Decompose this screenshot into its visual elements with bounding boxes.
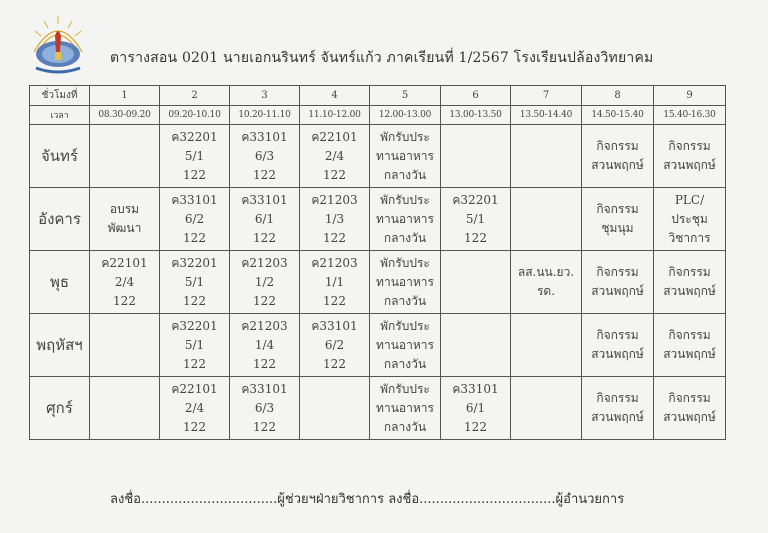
schedule-cell [582,314,654,377]
schedule-table [29,85,726,440]
cell-line: สวนพฤกษ์ [663,410,716,424]
cell-line: กิจกรรม [596,265,639,279]
schedule-cell [370,377,441,440]
cell-line: สวนพฤกษ์ [663,158,716,172]
cell-line: กิจกรรม [596,328,639,342]
schedule-cell [90,377,160,440]
schedule-cell [370,314,441,377]
schedule-cell [230,314,300,377]
cell-line: ค33101 [311,318,358,333]
schedule-cell [654,188,726,251]
period-number: 5 [370,86,441,106]
period-number: 7 [511,86,582,106]
cell-line: 5/1 [184,148,205,163]
cell-line: 122 [183,230,206,245]
period-time: 10.20-11.10 [230,106,300,125]
schedule-cell [230,188,300,251]
cell-line: ประชุม [671,211,708,226]
cell-line: ค21203 [311,255,358,270]
schedule-cell [160,188,230,251]
cell-line: ค21203 [241,255,288,270]
schedule-cell [582,251,654,314]
cell-line: 122 [253,293,276,308]
cell-line: PLC/ [674,192,705,207]
period-time: 08.30-09.20 [90,106,160,125]
schedule-cell [441,125,511,188]
day-row [30,377,726,440]
cell-line: 6/1 [465,400,486,415]
cell-line: ทานอาหาร [376,274,434,289]
schedule-cell [511,188,582,251]
cell-line: 122 [323,230,346,245]
cell-line: สวนพฤกษ์ [591,410,644,424]
schedule-cell [300,125,370,188]
cell-line: 1/2 [254,274,275,289]
time-header-row [30,106,726,125]
period-number: 6 [441,86,511,106]
cell-line: พักรับประ [380,318,430,333]
schedule-cell [511,251,582,314]
cell-line: กิจกรรม [668,328,711,342]
cell-line: 2/4 [324,148,345,163]
schedule-cell [582,188,654,251]
schedule-cell [90,125,160,188]
cell-line: 122 [323,356,346,371]
cell-line: 122 [253,167,276,182]
cell-line: 122 [183,419,206,434]
day-row [30,188,726,251]
schedule-cell [441,377,511,440]
cell-line: 122 [183,167,206,182]
cell-line: กิจกรรม [596,139,639,153]
schedule-cell [300,377,370,440]
period-number: 4 [300,86,370,106]
schedule-cell [441,188,511,251]
cell-line: 6/1 [254,211,275,226]
cell-line: 1/4 [254,337,275,352]
cell-line: กลางวัน [383,167,427,182]
cell-line: ลส.นน.ยว. [517,265,575,279]
page-title: ตารางสอน 0201 นายเอกนรินทร์ จันทร์แก้ว ภาคเรียนที่ 1/2567 โรงเรียนปล้องวิทยาคม [110,50,654,66]
day-row [30,125,726,188]
cell-line: 122 [113,293,136,308]
cell-line: 122 [464,230,487,245]
day-name: พฤหัสฯ [30,314,90,377]
schedule-cell [582,125,654,188]
cell-line: กิจกรรม [668,391,711,405]
cell-line: ค32201 [171,318,218,333]
cell-line: ค33101 [241,129,288,144]
cell-line: 2/4 [114,274,135,289]
schedule-cell [654,251,726,314]
day-name: จันทร์ [30,125,90,188]
cell-line: สวนพฤกษ์ [663,347,716,361]
cell-line: 122 [253,230,276,245]
schedule-cell [654,314,726,377]
period-number: 3 [230,86,300,106]
period-time: 11.10-12.00 [300,106,370,125]
schedule-cell [511,314,582,377]
cell-line: ค32201 [171,255,218,270]
cell-line: ค22101 [171,381,218,396]
cell-line: กิจกรรม [596,202,639,216]
cell-line: พักรับประ [380,381,430,396]
cell-line: ค21203 [241,318,288,333]
cell-line: 122 [323,167,346,182]
cell-line: 122 [464,419,487,434]
schedule-cell [230,125,300,188]
cell-line: อบรม [109,202,140,216]
cell-line: กิจกรรม [668,139,711,153]
schedule-cell [441,251,511,314]
cell-line: ค22101 [311,129,358,144]
cell-line: 1/3 [324,211,345,226]
cell-line: ทานอาหาร [376,148,434,163]
schedule-cell [370,251,441,314]
cell-line: ค21203 [311,192,358,207]
cell-line: ค32201 [171,129,218,144]
school-logo-icon [24,14,92,78]
cell-line: ค33101 [241,381,288,396]
cell-line: ค33101 [452,381,499,396]
schedule-cell [300,188,370,251]
cell-line: 122 [183,356,206,371]
cell-line: ค33101 [171,192,218,207]
cell-line: 2/4 [184,400,205,415]
cell-line: 122 [183,293,206,308]
cell-line: กิจกรรม [596,391,639,405]
cell-line: 5/1 [184,274,205,289]
schedule-cell [230,251,300,314]
cell-line: ทานอาหาร [376,400,434,415]
cell-line: สวนพฤกษ์ [591,158,644,172]
cell-line: กลางวัน [383,230,427,245]
cell-line: 6/2 [184,211,205,226]
cell-line: วิชาการ [668,230,711,245]
cell-line: 6/3 [254,400,275,415]
period-label: ชั่วโมงที่ [30,86,90,106]
cell-line: พักรับประ [380,255,430,270]
period-time: 15.40-16.30 [654,106,726,125]
cell-line: 122 [323,293,346,308]
schedule-cell [160,251,230,314]
cell-line: พักรับประ [380,129,430,144]
cell-line: ทานอาหาร [376,211,434,226]
cell-line: กลางวัน [383,419,427,434]
period-time: 13.00-13.50 [441,106,511,125]
cell-line: พัฒนา [107,221,142,235]
day-row [30,314,726,377]
cell-line: ค32201 [452,192,499,207]
period-time: 13.50-14.40 [511,106,582,125]
schedule-cell [511,125,582,188]
schedule-cell [230,377,300,440]
schedule-cell [90,314,160,377]
period-time: 09.20-10.10 [160,106,230,125]
cell-line: ทานอาหาร [376,337,434,352]
period-number: 2 [160,86,230,106]
cell-line: กิจกรรม [668,265,711,279]
schedule-cell [90,188,160,251]
schedule-cell [300,314,370,377]
schedule-cell [90,251,160,314]
cell-line: 122 [253,356,276,371]
schedule-cell [160,314,230,377]
cell-line: 6/2 [324,337,345,352]
cell-line: รด. [536,284,556,298]
schedule-cell [654,125,726,188]
schedule-cell [300,251,370,314]
period-header-row [30,86,726,106]
period-time: 14.50-15.40 [582,106,654,125]
cell-line: ค33101 [241,192,288,207]
cell-line: 5/1 [465,211,486,226]
cell-line: 6/3 [254,148,275,163]
cell-line: 5/1 [184,337,205,352]
period-number: 8 [582,86,654,106]
cell-line: สวนพฤกษ์ [663,284,716,298]
cell-line: สวนพฤกษ์ [591,347,644,361]
day-name: อังคาร [30,188,90,251]
period-number: 1 [90,86,160,106]
cell-line: 122 [253,419,276,434]
day-name: พุธ [30,251,90,314]
schedule-cell [370,125,441,188]
day-row [30,251,726,314]
schedule-cell [160,125,230,188]
time-label: เวลา [30,106,90,125]
schedule-cell [654,377,726,440]
cell-line: กลางวัน [383,356,427,371]
cell-line: พักรับประ [380,192,430,207]
cell-line: กลางวัน [383,293,427,308]
cell-line: ชุมนุม [601,221,634,235]
cell-line: สวนพฤกษ์ [591,284,644,298]
cell-line: 1/1 [324,274,345,289]
schedule-cell [441,314,511,377]
signature-line: ลงชื่อ.................................ผู้ช่วยฯฝ่ายวิชาการ ลงชื่อ.................................ผู้อำนวยการ [110,492,625,507]
period-time: 12.00-13.00 [370,106,441,125]
schedule-cell [582,377,654,440]
schedule-cell [160,377,230,440]
schedule-cell [511,377,582,440]
schedule-cell [370,188,441,251]
day-name: ศุกร์ [30,377,90,440]
period-number: 9 [654,86,726,106]
cell-line: ค22101 [101,255,148,270]
